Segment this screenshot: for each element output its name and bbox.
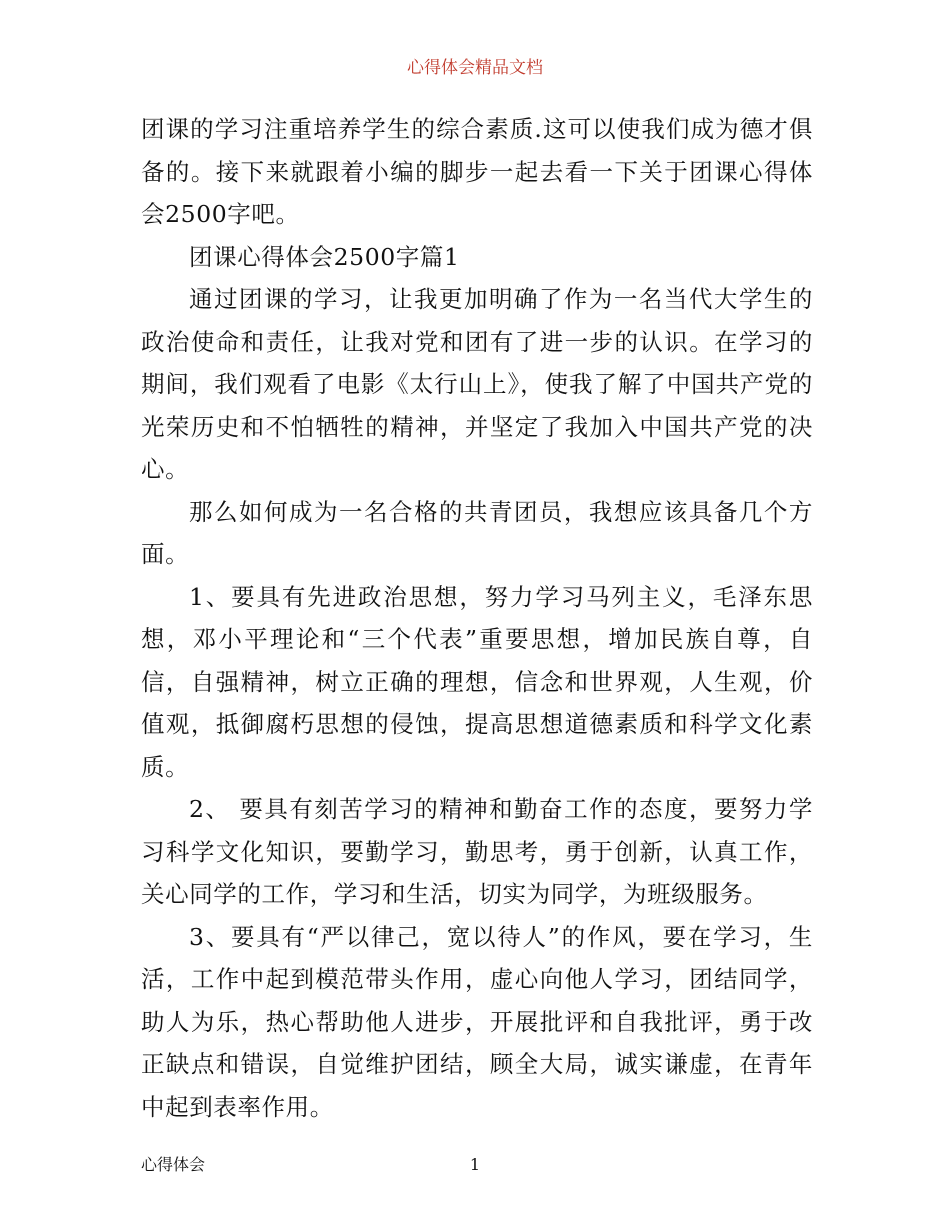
footer-label: 心得体会 (141, 1155, 206, 1174)
body-paragraph: 那么如何成为一名合格的共青团员，我想应该具备几个方面。 (141, 497, 813, 568)
page-number: 1 (469, 1155, 481, 1174)
intro-paragraph: 团课的学习注重培养学生的综合素质.这可以使我们成为德才俱备的。接下来就跟着小编的脚步一起去看一下关于团课心得体会2500字吧。 (141, 115, 813, 228)
body-paragraph: 通过团课的学习，让我更加明确了作为一名当代大学生的政治使命和责任，让我对党和团有了进一步的认识。在学习的期间，我们观看了电影《太行山上》，使我了解了中国共产党的光荣历史和不怕牺牲的精神，并坚定了我加入中国共产党的决心。 (141, 285, 813, 483)
list-item-paragraph: 2、 要具有刻苦学习的精神和勤奋工作的态度，要努力学习科学文化知识，要勤学习，勤思考，勇于创新，认真工作，关心同学的工作，学习和生活，切实为同学，为班级服务。 (141, 795, 813, 908)
document-body (141, 108, 813, 1128)
document-header: 心得体会精品文档 (407, 58, 543, 78)
section-heading: 团课心得体会2500字篇1 (189, 242, 460, 271)
list-item-paragraph: 3、要具有“严以律己，宽以待人”的作风，要在学习，生活，工作中起到模范带头作用，虚心向他人学习，团结同学，助人为乐，热心帮助他人进步，开展批评和自我批评，勇于改正缺点和错误，自觉维护团结，顾全大局，诚实谦虚，在青年中起到表率作用。 (141, 922, 813, 1121)
list-item-paragraph: 1、要具有先进政治思想，努力学习马列主义，毛泽东思想，邓小平理论和“三个代表”重要思想，增加民族自尊，自信，自强精神，树立正确的理想，信念和世界观，人生观，价值观，抵御腐朽思想的侵蚀，提高思想道德素质和科学文化素质。 (141, 582, 813, 781)
